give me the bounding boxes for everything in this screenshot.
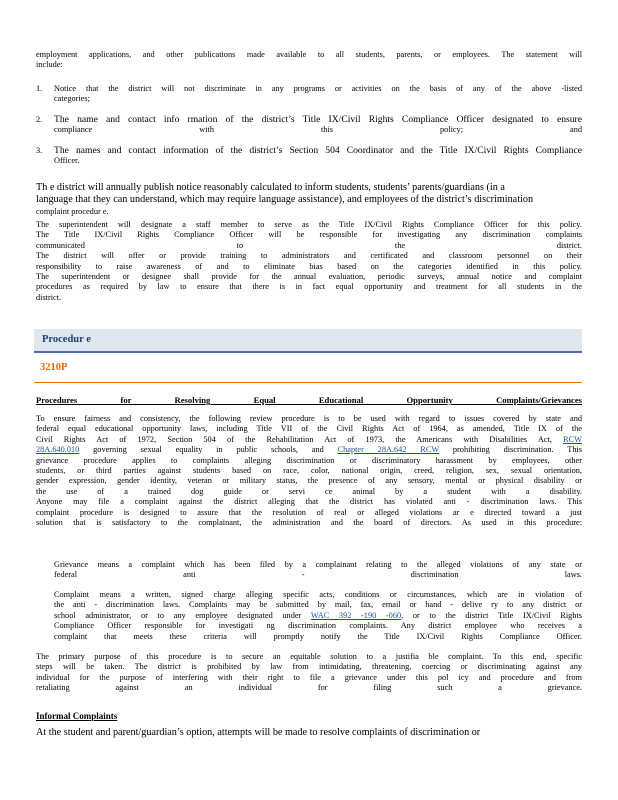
informal-paragraph	[36, 727, 582, 739]
notice-paragraph	[36, 182, 582, 207]
bullet-text: Grievance means a complaint which has been filed by a complainant relating to the alleged violations of any state or	[54, 560, 582, 569]
procedure-label: Procedur e	[42, 334, 91, 345]
bullet-text: complaint that meets these criteria will promptly notify the Title IX/Civil Rights Compliance Officer.	[54, 631, 582, 641]
notice-line: language that they can understand, which may require language assistance), and employees of the district’s discrimination	[36, 194, 534, 206]
para-line: individual for the purpose of interfering with their right to file a grievance under this pol icy and procedure and from	[36, 672, 582, 682]
policy-number: 3210P	[40, 362, 68, 373]
bullet-text: Compliance Officer responsible for investigati ng discrimination complaints. Any district employee who receives a	[54, 621, 582, 631]
list-item	[36, 115, 582, 136]
para-line: responsibility to raise awareness of and to eliminate bias based on the categories identified in this policy.	[36, 261, 582, 271]
list-number: 2.	[36, 115, 43, 124]
list-item	[36, 84, 582, 105]
bullet-item-grievance	[54, 560, 582, 581]
notice-line: Th e district will annually publish notice reasonably calculated to inform students, students’ parents/guardians (in a	[36, 182, 505, 193]
para-line: At the student and parent/guardian’s option, attempts will be made to resolve complaints of discrimination or	[36, 727, 481, 738]
para-line: The Title IX/Civil Rights Compliance Officer will be responsible for investigating any discrimination complaints	[36, 230, 582, 240]
para-line: communicated to the district.	[36, 240, 582, 250]
list-item	[36, 146, 582, 167]
chapter-link[interactable]: Chapter 28A.642 RCW	[337, 445, 440, 455]
procedure-section-header	[34, 329, 582, 353]
procedure-heading: Procedures for Resolving Equal Educational Opportunity Complaints/Grievances	[36, 395, 582, 405]
intro-line: employment applications, and other publications made available to all students, parents, or employees. The statement will	[36, 50, 582, 59]
bullet-text: federal anti - discrimination laws.	[54, 570, 582, 580]
list-text: categories;	[54, 94, 90, 104]
para-line: Civil Rights Act of 1972, Section 504 of the Rehabilitation Act of 1973, the Americans with Disabilities Act, RCW	[36, 434, 582, 444]
para-line: steps will be taken. The district is prohibited by law from intimidating, threatening, coercing or discriminating against any	[36, 662, 582, 672]
list-number: 1.	[36, 84, 43, 93]
para-line: The superintendent will designate a staff member to serve as the Title IX/Civil Rights Compliance Officer for this policy.	[36, 220, 582, 229]
para-line: gender expression, gender identity, veteran or military status, the presence of any sensory, mental or physical disability or	[36, 476, 582, 486]
purpose-paragraph	[36, 652, 582, 694]
para-line: the use of a trained dog guide or servi ce animal by a student with a disability.	[36, 486, 582, 496]
para-line: students, or third parties against students based on race, color, national origin, creed, religion, sex, sexual orientation,	[36, 466, 582, 476]
list-text: The names and contact information of the district’s Section 504 Coordinator and the Title IX/Civil Rights Compliance	[54, 146, 582, 156]
intro-line: include:	[36, 60, 63, 69]
para-line: The superintendent or designee shall provide for the annual evaluation, periodic surveys, annual notice and complaint	[36, 272, 582, 282]
para-line: The district will offer or provide training to administrators and certificated and classroom personnel on their	[36, 251, 582, 261]
rcw-link[interactable]: RCW	[563, 434, 582, 444]
list-number: 3.	[36, 146, 43, 155]
list-text: Officer.	[54, 156, 80, 166]
para-line: The primary purpose of this procedure is to secure an equitable solution to a justifia ble complaint. To this end, specific	[36, 652, 582, 661]
para-line: complaint procedure is designed to assure that the resolution of real or alleged violations ar e directed toward a just	[36, 507, 582, 517]
para-line: solution that is satisfactory to the complainant, the administration and the board of directors. As used in this procedure:	[36, 518, 582, 528]
bullet-item-complaint	[54, 590, 582, 642]
intro-paragraph	[36, 50, 582, 60]
bullet-text: the anti - discrimination laws. Complaints may be submitted by mail, fax, email or hand - delive ry to any district or	[54, 600, 582, 610]
ensure-paragraph	[36, 414, 582, 528]
para-line: 28A.640.010 governing sexual equality in public schools, and Chapter 28A.642 RCW prohibiting discrimination. This	[36, 445, 582, 455]
list-text: Notice that the district will not discriminate in any programs or activities on the basis of any of the above -listed	[54, 84, 582, 93]
notice-paragraph-end	[36, 207, 582, 217]
superintendent-paragraph	[36, 220, 582, 303]
divider	[34, 382, 582, 383]
para-line: federal equal educational opportunity laws, including Title VII of the Civil Rights Act of 1964, as amended, Title IX of the	[36, 424, 582, 434]
list-text: The name and contact info rmation of the district’s Title IX/Civil Rights Compliance Officer designated to ensure	[54, 115, 582, 125]
para-line: Anyone may file a complaint against the district alleging that the district has violated anti - discrimination laws. This	[36, 497, 582, 507]
para-line: district.	[36, 292, 62, 302]
para-line: procedures as required by law to ensure that there is in fact equal opportunity and treatment for all students in the	[36, 282, 582, 292]
bullet-text: school administrator, or to any employee designated under WAC 392 -190 -060, or to the district Title IX/Civil Rights	[54, 610, 582, 620]
wac-link[interactable]: WAC 392 -190 -060	[310, 610, 402, 620]
list-text: compliance with this policy; and	[54, 125, 582, 135]
para-line: retaliating against an individual for filing such a grievance.	[36, 683, 582, 693]
notice-line: complaint procedur e.	[36, 207, 109, 216]
rcw-link[interactable]: 28A.640.010	[36, 445, 80, 455]
para-line: To ensure fairness and consistency, the following review procedure is to be used with regard to issues covered by state and	[36, 414, 582, 423]
para-line: grievance procedure applies to complaints alleging discrimination or discriminatory harassment by employees, other	[36, 455, 582, 465]
intro-paragraph-end	[36, 60, 582, 70]
bullet-text: Complaint means a written, signed charge alleging specific acts, conditions or circumstances, which are in violation of	[54, 590, 582, 599]
informal-complaints-heading: Informal Complaints	[36, 711, 118, 721]
